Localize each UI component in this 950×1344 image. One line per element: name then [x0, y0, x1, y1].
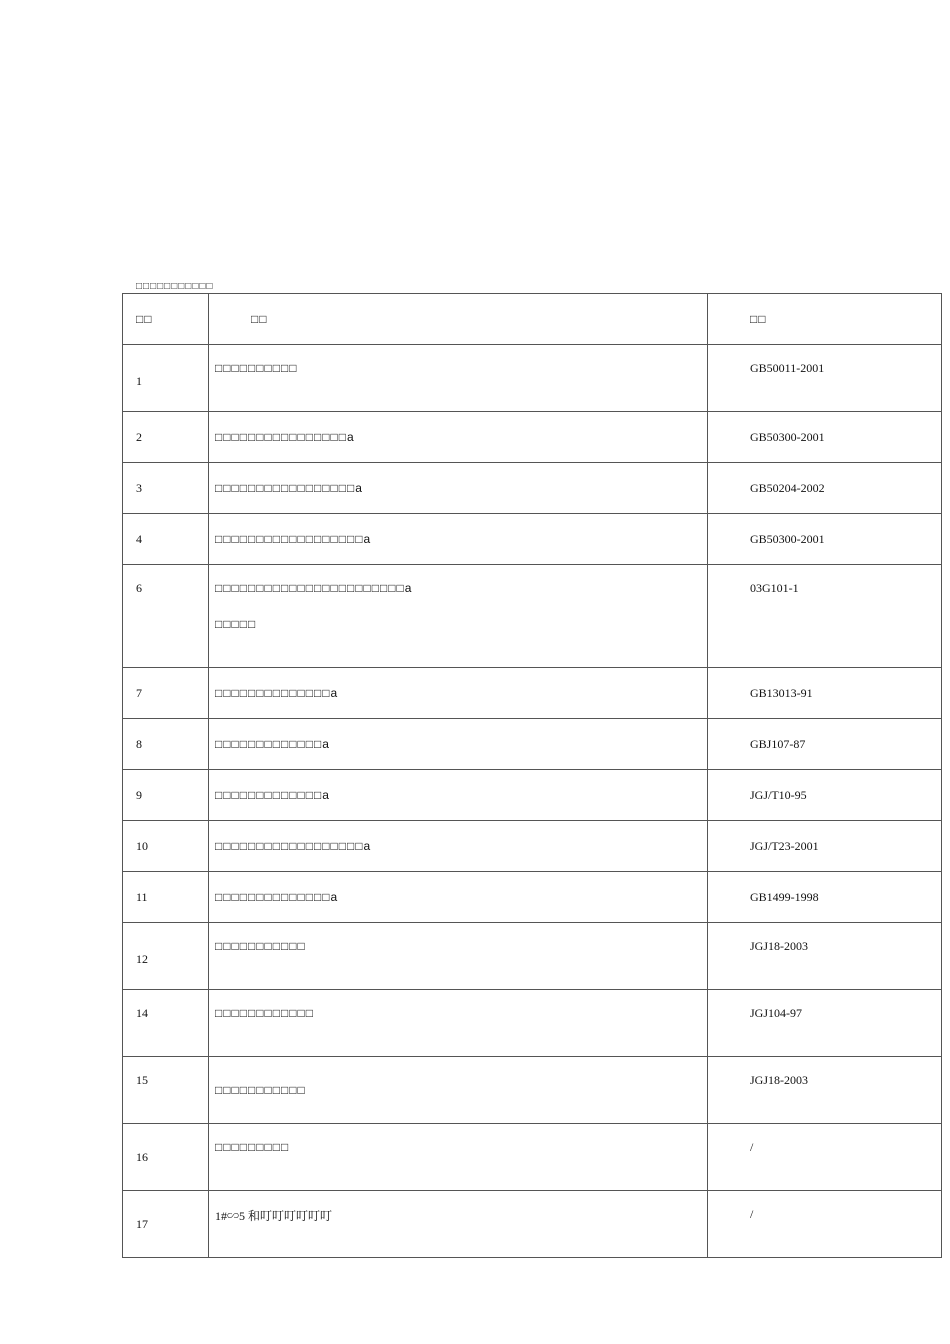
header-code: □□: [708, 294, 942, 345]
table-row: [123, 412, 942, 463]
row-name: 1#∽5 和叮叮叮叮叮叮: [209, 1191, 708, 1258]
row-no: 17: [123, 1191, 209, 1258]
row-code: JGJ18-2003: [708, 1057, 942, 1124]
row-name-line1: □□□□□□□□□□□□□□□□□□□□□□□a: [215, 581, 413, 595]
row-code: /: [708, 1124, 942, 1191]
row-code: JGJ/T10-95: [708, 770, 942, 821]
table-row: [123, 872, 942, 923]
table-row: [123, 821, 942, 872]
row-no: 9: [123, 770, 209, 821]
row-name-line2: □□□□□: [215, 617, 257, 631]
row-name: □□□□□□□□□□□: [209, 923, 708, 990]
row-code: GB50300-2001: [708, 514, 942, 565]
table-row: [123, 1124, 942, 1191]
table-row: [123, 719, 942, 770]
row-no: 2: [123, 412, 209, 463]
row-name: □□□□□□□□□□□□: [209, 990, 708, 1057]
row-code: /: [708, 1191, 942, 1258]
row-no: 14: [123, 990, 209, 1057]
table-row: [123, 923, 942, 990]
row-no: 15: [123, 1057, 209, 1124]
table-row: [123, 345, 942, 412]
row-code: GB50300-2001: [708, 412, 942, 463]
table-row: [123, 770, 942, 821]
table-row: [123, 1057, 942, 1124]
row-name: □□□□□□□□□: [209, 1124, 708, 1191]
row-code: 03G101-1: [708, 565, 942, 668]
row-no: 8: [123, 719, 209, 770]
row-name: □□□□□□□□□□□: [209, 1057, 708, 1124]
row-no: 1: [123, 345, 209, 412]
table-row: [123, 668, 942, 719]
table-header-row: [123, 294, 942, 345]
row-no: 12: [123, 923, 209, 990]
table-row: [123, 990, 942, 1057]
table-caption: □□□□□□□□□□□: [136, 281, 214, 292]
row-name: □□□□□□□□□□□□□□□□a: [209, 412, 708, 463]
row-name: □□□□□□□□□□□□□□□□□□a: [209, 821, 708, 872]
row-code: GB1499-1998: [708, 872, 942, 923]
header-no: □□: [123, 294, 209, 345]
table-row: [123, 1191, 942, 1258]
table-row: [123, 514, 942, 565]
row-name: □□□□□□□□□□□□□□□□□□a: [209, 514, 708, 565]
row-code: GB13013-91: [708, 668, 942, 719]
table-row: [123, 463, 942, 514]
row-name: □□□□□□□□□□: [209, 345, 708, 412]
table-row: [123, 565, 942, 668]
row-no: 11: [123, 872, 209, 923]
row-no: 16: [123, 1124, 209, 1191]
row-no: 7: [123, 668, 209, 719]
row-code: JGJ/T23-2001: [708, 821, 942, 872]
standards-table: [122, 293, 942, 1258]
row-name: □□□□□□□□□□□□□□□□□a: [209, 463, 708, 514]
row-name: □□□□□□□□□□□□□a: [209, 719, 708, 770]
row-no: 6: [123, 565, 209, 668]
row-code: JGJ18-2003: [708, 923, 942, 990]
row-name: □□□□□□□□□□□□□□a: [209, 872, 708, 923]
row-code: GB50204-2002: [708, 463, 942, 514]
row-no: 4: [123, 514, 209, 565]
row-name: □□□□□□□□□□□□□a: [209, 770, 708, 821]
row-name: □□□□□□□□□□□□□□a: [209, 668, 708, 719]
row-code: JGJ104-97: [708, 990, 942, 1057]
row-code: GBJ107-87: [708, 719, 942, 770]
row-code: GB50011-2001: [708, 345, 942, 412]
row-no: 3: [123, 463, 209, 514]
row-name: [209, 565, 708, 668]
header-name: □□: [209, 294, 708, 345]
row-no: 10: [123, 821, 209, 872]
